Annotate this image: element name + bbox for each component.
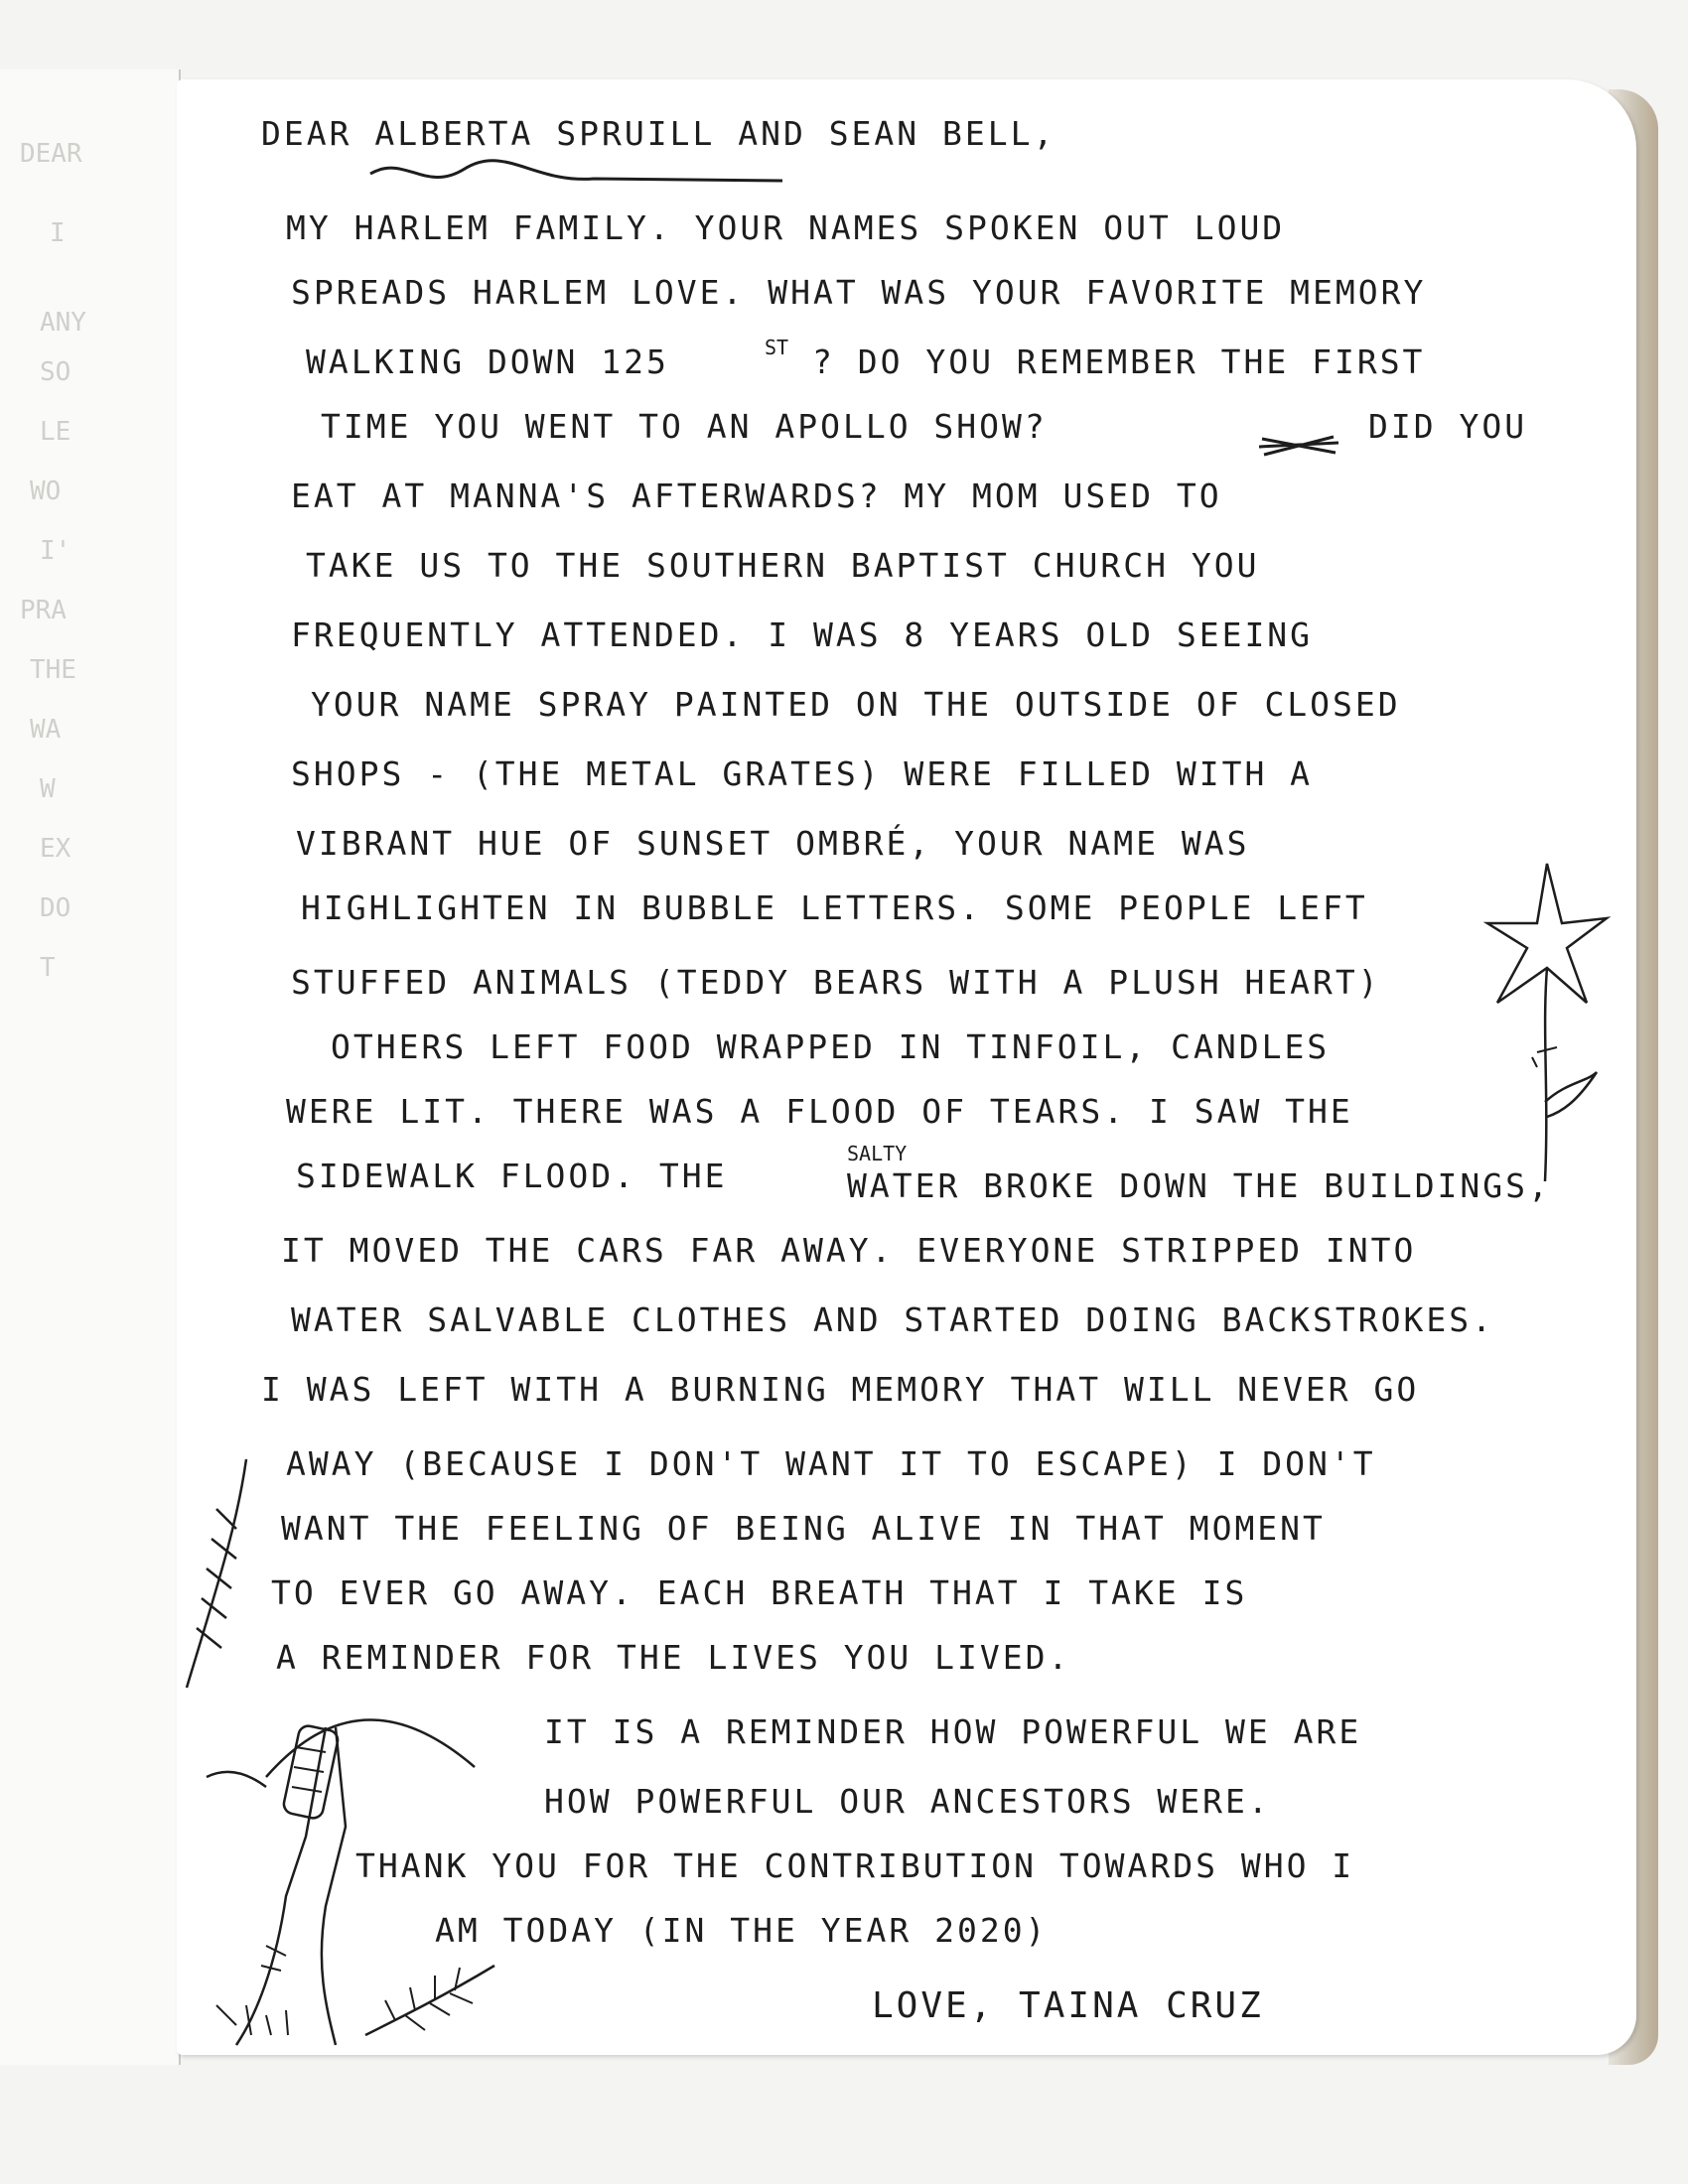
letter-line: AWAY (BECAUSE I DON'T WANT IT TO ESCAPE) I DON'T [286, 1444, 1376, 1483]
letter-line: HOW POWERFUL OUR ANCESTORS WERE. [544, 1782, 1271, 1821]
ghost-text: WA [30, 715, 62, 745]
letter-line: IT IS A REMINDER HOW POWERFUL WE ARE [544, 1712, 1362, 1751]
ghost-text: I [50, 218, 66, 248]
ghost-text: SO [40, 357, 71, 387]
letter-line: TO EVER GO AWAY. EACH BREATH THAT I TAKE IS [271, 1573, 1248, 1612]
left-page [0, 69, 181, 2065]
superscript: SALTY [847, 1142, 908, 1165]
letter-line: VIBRANT HUE OF SUNSET OMBRÉ, YOUR NAME WAS [296, 824, 1250, 863]
letter-line: I WAS LEFT WITH A BURNING MEMORY THAT WILL NEVER GO [261, 1370, 1420, 1409]
letter-line: HIGHLIGHTEN IN BUBBLE LETTERS. SOME PEOPLE LEFT [301, 888, 1368, 927]
letter-line: DID YOU [1368, 407, 1528, 446]
letter-line: OTHERS LEFT FOOD WRAPPED IN TINFOIL, CANDLES [331, 1027, 1331, 1066]
letter-line: WATER BROKE DOWN THE BUILDINGS, [847, 1166, 1551, 1205]
scribble-out [1254, 427, 1343, 467]
letter-line: MY HARLEM FAMILY. YOUR NAMES SPOKEN OUT LOUD [286, 208, 1286, 247]
letter-line: IT MOVED THE CARS FAR AWAY. EVERYONE STRIPPED INTO [281, 1231, 1417, 1270]
letter-line: AM TODAY (IN THE YEAR 2020) [435, 1911, 1049, 1950]
ghost-text: T [40, 953, 56, 983]
signature-line: LOVE, TAINA CRUZ [872, 1985, 1264, 2026]
salutation: DEAR ALBERTA SPRUILL AND SEAN BELL, [261, 114, 1056, 153]
letter-line: WALKING DOWN 125 [306, 342, 669, 381]
letter-line: SPREADS HARLEM LOVE. WHAT WAS YOUR FAVORITE MEMORY [291, 273, 1427, 312]
letter-line: ? DO YOU REMEMBER THE FIRST [812, 342, 1426, 381]
underline-squiggle [365, 149, 792, 199]
ghost-text: EX [40, 834, 71, 864]
letter-line: STUFFED ANIMALS (TEDDY BEARS WITH A PLUSH HEART) [291, 963, 1381, 1002]
ghost-text: WO [30, 477, 62, 506]
letter-line: EAT AT MANNA'S AFTERWARDS? MY MOM USED TO [291, 477, 1222, 515]
notebook-page [177, 79, 1636, 2055]
ghost-text: ANY [40, 308, 86, 338]
letter-line: WANT THE FEELING OF BEING ALIVE IN THAT MOMENT [281, 1509, 1326, 1548]
ghost-text: PRA [20, 596, 67, 625]
letter-line: TIME YOU WENT TO AN APOLLO SHOW? [321, 407, 1048, 446]
star-flower-sketch [1477, 854, 1617, 1231]
letter-line: WERE LIT. THERE WAS A FLOOD OF TEARS. I SAW THE [286, 1092, 1353, 1131]
letter-line: FREQUENTLY ATTENDED. I WAS 8 YEARS OLD SEEING [291, 615, 1314, 654]
letter-line: WATER SALVABLE CLOTHES AND STARTED DOING BACKSTROKES. [291, 1300, 1494, 1339]
letter-line: TAKE US TO THE SOUTHERN BAPTIST CHURCH YOU [306, 546, 1260, 585]
ghost-text: W [40, 774, 56, 804]
ghost-text: I' [40, 536, 71, 566]
ghost-text: LE [40, 417, 71, 447]
small-plant-sketch [355, 1956, 504, 2045]
letter-line: A REMINDER FOR THE LIVES YOU LIVED. [276, 1638, 1071, 1677]
letter-line: YOUR NAME SPRAY PAINTED ON THE OUTSIDE OF CLOSED [311, 685, 1401, 724]
ghost-text: THE [30, 655, 76, 685]
ghost-text: DEAR [20, 139, 82, 169]
superscript: ST [765, 336, 789, 359]
ghost-text: DO [40, 893, 71, 923]
letter-line: THANK YOU FOR THE CONTRIBUTION TOWARDS WHO I [355, 1846, 1355, 1885]
letter-line: SHOPS - (THE METAL GRATES) WERE FILLED WITH A [291, 754, 1314, 793]
letter-line: SIDEWALK FLOOD. THE [296, 1157, 728, 1195]
